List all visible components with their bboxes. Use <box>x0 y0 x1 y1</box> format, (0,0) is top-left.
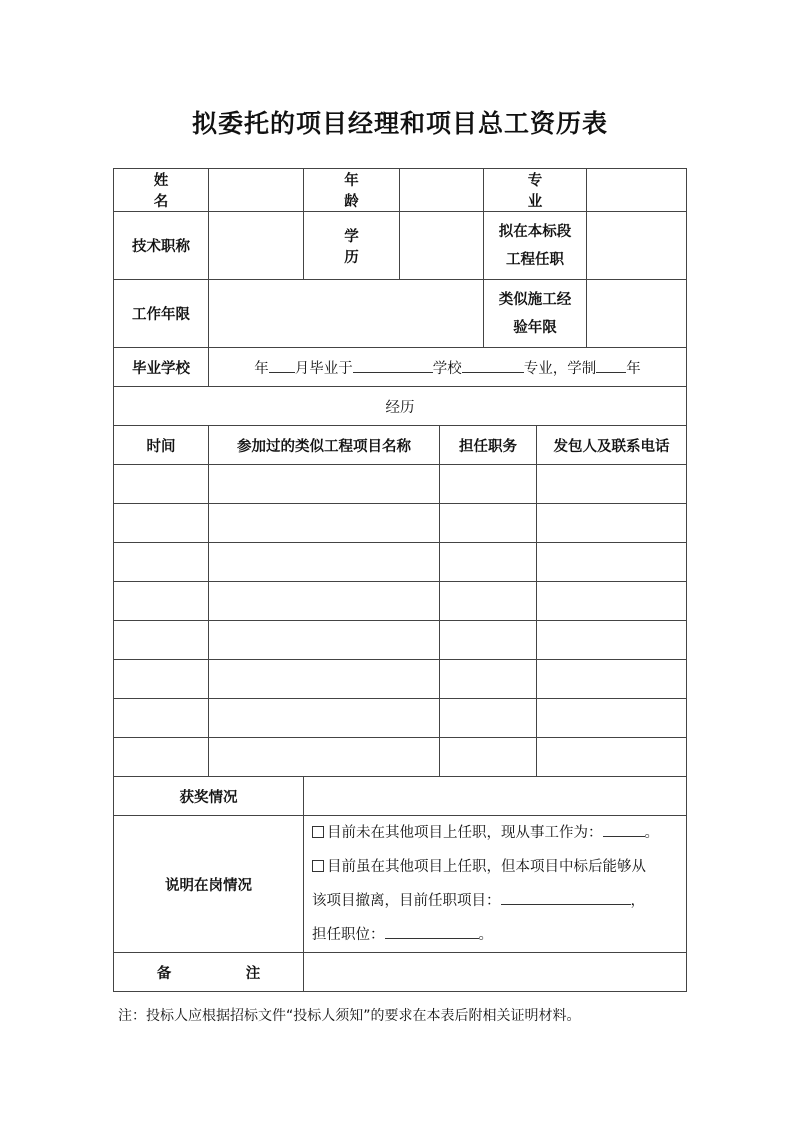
exp-cell[interactable] <box>114 699 209 738</box>
exp-cell[interactable] <box>537 699 687 738</box>
exp-cell[interactable] <box>114 465 209 504</box>
similar-exp-label-line2: 验年限 <box>513 319 557 336</box>
grad-month-label: 月毕业于 <box>294 360 353 377</box>
exp-cell[interactable] <box>537 504 687 543</box>
exp-cell[interactable] <box>209 699 440 738</box>
exp-cell[interactable] <box>114 621 209 660</box>
position-label-line1: 拟在本标段 <box>498 223 572 240</box>
status-option-1-end: 。 <box>644 825 659 841</box>
current-work-blank[interactable] <box>603 821 645 837</box>
grad-year-end-label: 年 <box>626 360 641 377</box>
work-years-label: 工作年限 <box>114 280 209 348</box>
exp-cell[interactable] <box>537 738 687 777</box>
grad-month-blank[interactable] <box>269 357 295 373</box>
position-label-line2: 工程任职 <box>506 251 564 268</box>
awards-value[interactable] <box>304 777 687 816</box>
grad-school-label: 学校 <box>432 360 462 377</box>
exp-cell[interactable] <box>440 699 537 738</box>
exp-cell[interactable] <box>209 582 440 621</box>
position-value[interactable] <box>587 212 687 280</box>
exp-cell[interactable] <box>440 738 537 777</box>
grad-major-blank[interactable] <box>462 357 524 373</box>
status-post-end: 。 <box>478 927 493 943</box>
exp-cell[interactable] <box>209 621 440 660</box>
status-option-2-text: 目前虽在其他项目上任职，但本项目中标后能够从 <box>327 859 646 875</box>
exp-cell[interactable] <box>209 738 440 777</box>
col-time: 时间 <box>114 426 209 465</box>
table-row <box>114 582 687 621</box>
exp-cell[interactable] <box>114 504 209 543</box>
grad-year-label: 年 <box>254 360 269 377</box>
exp-cell[interactable] <box>440 660 537 699</box>
table-row <box>114 465 687 504</box>
exp-cell[interactable] <box>114 738 209 777</box>
exp-cell[interactable] <box>209 543 440 582</box>
position-label <box>484 212 587 280</box>
status-option-2-comma: ， <box>630 893 645 909</box>
checkbox-employed-can-leave[interactable] <box>312 860 324 872</box>
similar-exp-label <box>484 280 587 348</box>
grad-major-label: 专业，学制 <box>523 360 597 377</box>
exp-cell[interactable] <box>440 465 537 504</box>
exp-cell[interactable] <box>537 582 687 621</box>
exp-cell[interactable] <box>537 660 687 699</box>
exp-cell[interactable] <box>209 465 440 504</box>
col-role: 担任职务 <box>440 426 537 465</box>
exp-cell[interactable] <box>537 465 687 504</box>
resume-table <box>113 168 687 992</box>
exp-cell[interactable] <box>114 543 209 582</box>
table-row <box>114 543 687 582</box>
status-option-1 <box>312 816 686 850</box>
similar-exp-value[interactable] <box>587 280 687 348</box>
exp-cell[interactable] <box>114 660 209 699</box>
status-post-text: 担任职位： <box>312 927 385 943</box>
col-project-name: 参加过的类似工程项目名称 <box>209 426 440 465</box>
col-employer-contact: 发包人及联系电话 <box>537 426 687 465</box>
footnote: 注：投标人应根据招标文件“投标人须知”的要求在本表后附相关证明材料。 <box>118 1008 581 1024</box>
education-value[interactable] <box>400 212 484 280</box>
work-years-value[interactable] <box>209 280 484 348</box>
exp-cell[interactable] <box>537 543 687 582</box>
table-row <box>114 504 687 543</box>
exp-cell[interactable] <box>209 660 440 699</box>
exp-cell[interactable] <box>440 504 537 543</box>
exp-cell[interactable] <box>440 543 537 582</box>
school-label: 毕业学校 <box>114 348 209 387</box>
checkbox-not-employed[interactable] <box>312 826 324 838</box>
grad-length-blank[interactable] <box>596 357 626 373</box>
tech-title-label: 技术职称 <box>114 212 209 280</box>
remarks-label: 备 注 <box>114 953 304 992</box>
exp-cell[interactable] <box>440 621 537 660</box>
age-label: 年 龄 <box>304 169 400 212</box>
exp-cell[interactable] <box>114 582 209 621</box>
table-row <box>114 699 687 738</box>
graduation-line <box>209 348 687 387</box>
grad-school-blank[interactable] <box>353 357 433 373</box>
post-blank[interactable] <box>385 923 479 939</box>
experience-header: 经历 <box>114 387 687 426</box>
major-label: 专 业 <box>484 169 587 212</box>
status-option-1-text: 目前未在其他项目上任职，现从事工作为： <box>327 825 603 841</box>
status-option-2 <box>312 850 686 884</box>
table-row <box>114 738 687 777</box>
table-row <box>114 660 687 699</box>
status-post-line <box>312 918 686 952</box>
exp-cell[interactable] <box>537 621 687 660</box>
exp-cell[interactable] <box>209 504 440 543</box>
education-label: 学 历 <box>304 212 400 280</box>
status-option-2-cont <box>312 884 686 918</box>
exp-cell[interactable] <box>440 582 537 621</box>
current-project-blank[interactable] <box>501 889 631 905</box>
status-label: 说明在岗情况 <box>114 816 304 953</box>
awards-label: 获奖情况 <box>114 777 304 816</box>
page-title: 拟委托的项目经理和项目总工资历表 <box>191 109 608 138</box>
name-label: 姓 名 <box>114 169 209 212</box>
tech-title-value[interactable] <box>209 212 304 280</box>
remarks-value[interactable] <box>304 953 687 992</box>
table-row <box>114 621 687 660</box>
status-option-2-cont-text: 该项目撤离，目前任职项目： <box>312 893 501 909</box>
similar-exp-label-line1: 类似施工经 <box>498 291 572 308</box>
status-options <box>304 816 687 953</box>
